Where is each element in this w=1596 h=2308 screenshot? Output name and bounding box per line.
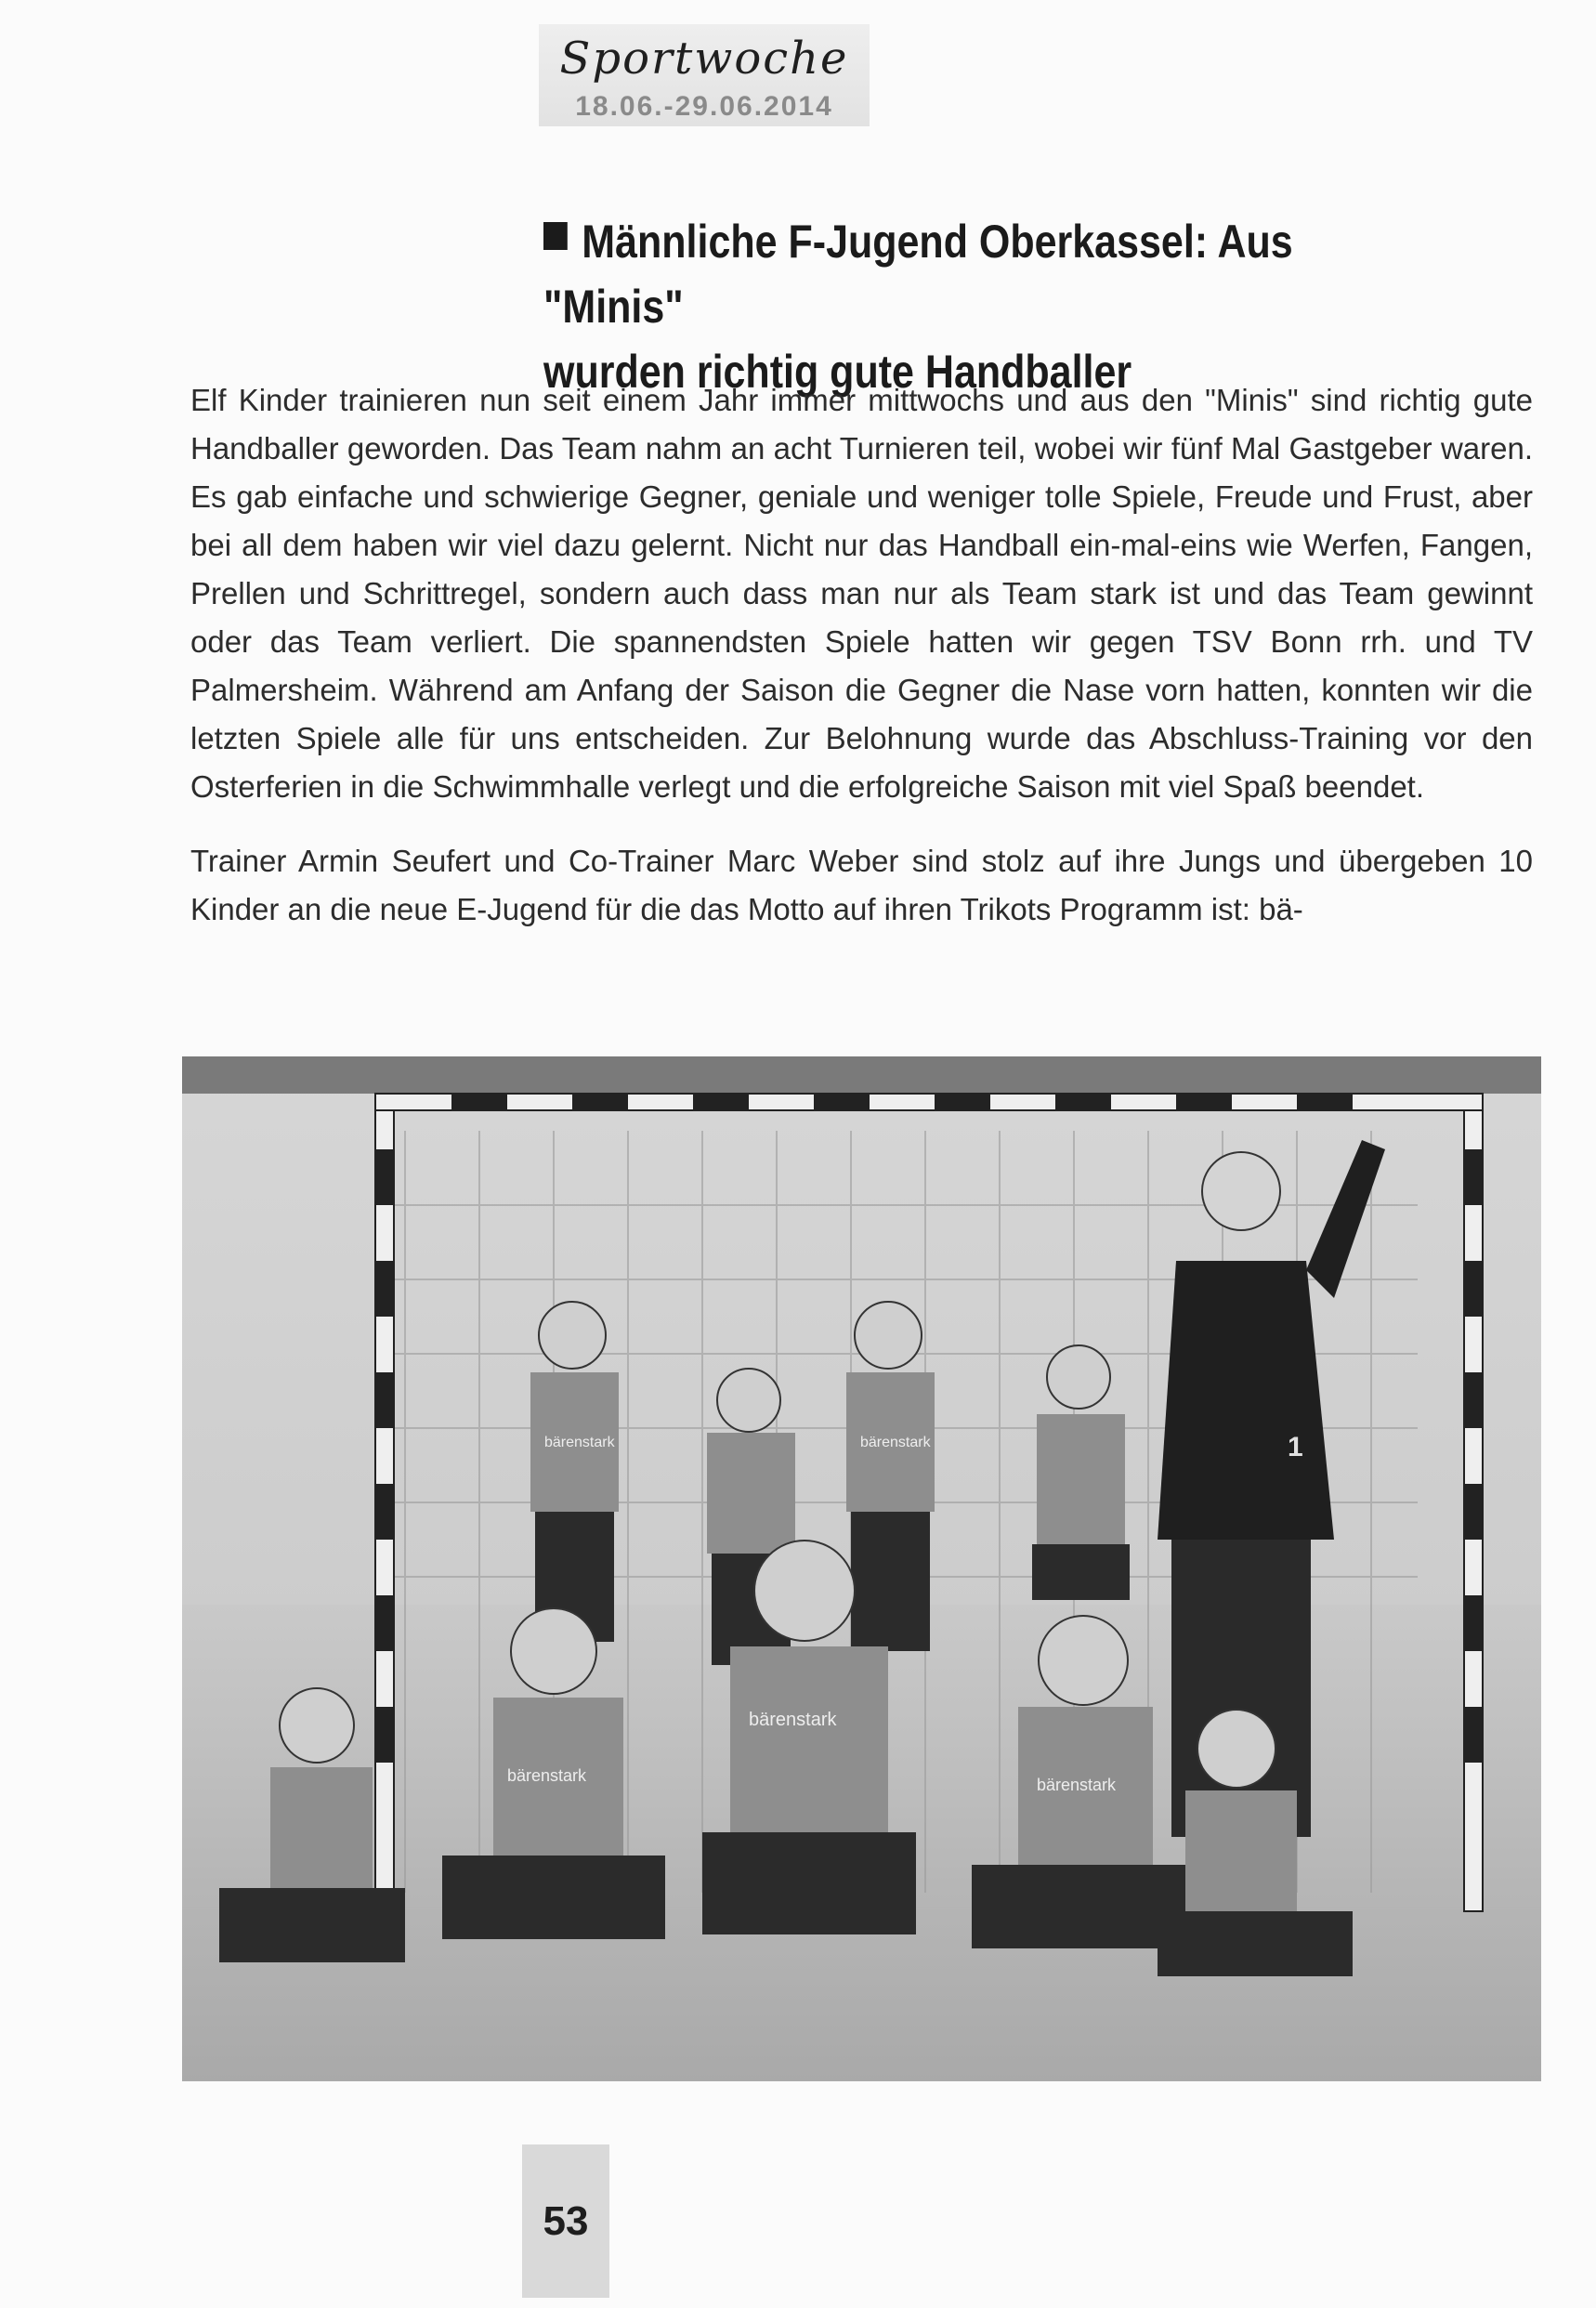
magazine-header-badge xyxy=(539,24,870,126)
article-title-line-2: wurden richtig gute Handballer xyxy=(543,346,1132,398)
article-title-line-1 xyxy=(543,209,1374,339)
issue-date: 18.06.-29.06.2014 xyxy=(575,91,833,122)
shirt-print-3: bärenstark xyxy=(507,1766,587,1785)
article-paragraph-1: Elf Kinder trainieren nun seit einem Jahr immer mittwochs und aus den "Minis" sind richtig gute Handballer geworden. Das Team nahm an acht Turnieren teil, wobei wir fünf Mal Gastgeber waren. Es gab einfache und schwierige Gegner, geniale und weniger tolle Spiele, Freude und Frust, aber bei all dem haben wir viel dazu gelernt. Nicht nur das Handball ein-mal-eins wie Werfen, Fangen, Prellen und Schrittregel, sondern auch dass man nur als Team stark ist und das Team gewinnt oder das Team verliert. Die spannendsten Spiele hatten wir gegen TSV Bonn rrh. und TV Palmersheim. Während am Anfang der Saison die Gegner die Nase vorn hatten, konnten wir die letzten Spiele alle für uns entscheiden. Zur Belohnung wurde das Abschluss-Training vor den Osterferien in die Schwimmhalle verlegt und die erfolgreiche Saison mit viel Spaß beendet. xyxy=(190,383,1533,804)
article-title xyxy=(543,209,1374,404)
title-bullet-square-icon xyxy=(543,222,568,250)
team-photo xyxy=(182,1056,1541,2081)
shirt-print-5: bärenstark xyxy=(1037,1776,1117,1794)
shirt-print-1: bärenstark xyxy=(544,1435,615,1450)
magazine-title: Sportwoche xyxy=(559,33,849,85)
shirt-print-2: bärenstark xyxy=(860,1435,931,1450)
page-number: 53 xyxy=(522,2144,609,2298)
article-title-text-1: Männliche F-Jugend Oberkassel: Aus "Minis" xyxy=(543,216,1293,333)
coach-shirt-number: 1 xyxy=(1288,1432,1303,1462)
article-paragraph-2: Trainer Armin Seufert und Co-Trainer Marc Weber sind stolz auf ihre Jungs und übergeben 10 Kinder an die neue E-Jugend für die das Motto auf ihren Trikots Programm ist: bä- xyxy=(190,844,1533,926)
team-photo-illustration xyxy=(182,1056,1541,2081)
shirt-print-4: bärenstark xyxy=(749,1710,837,1730)
wall-banner xyxy=(182,1056,1541,1094)
article-body xyxy=(190,376,1533,960)
